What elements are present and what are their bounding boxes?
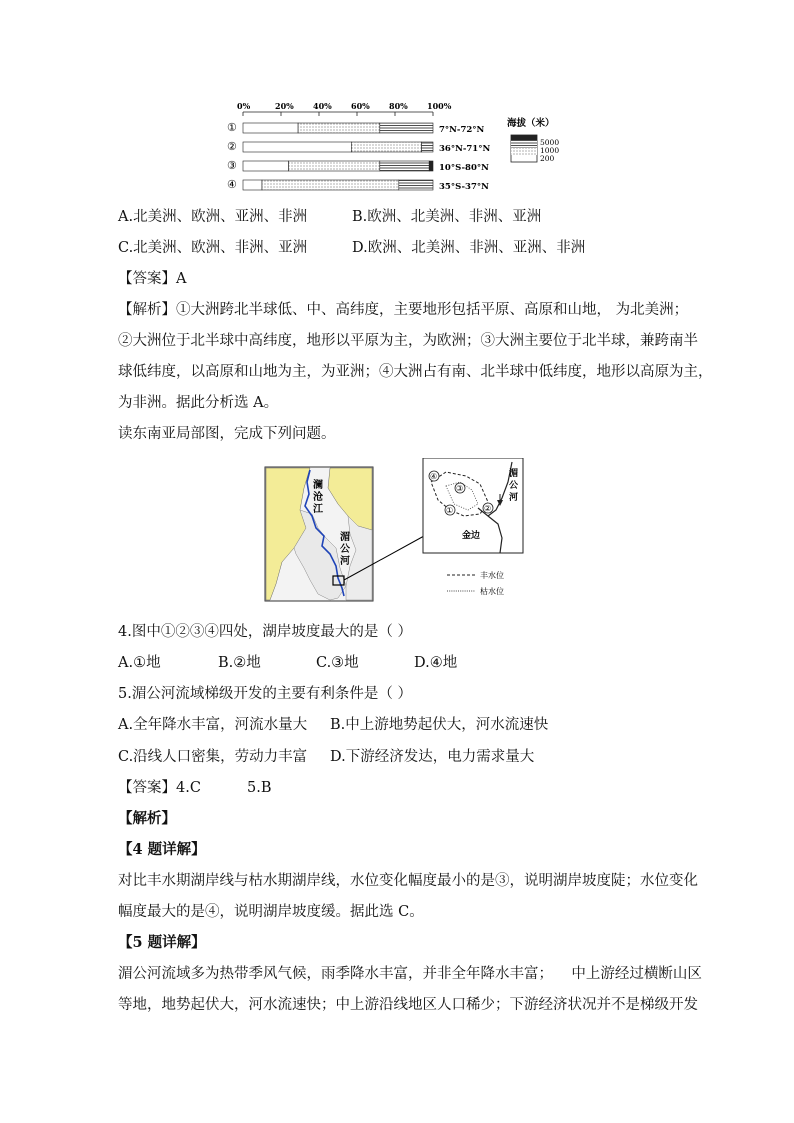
q5-question: 5.湄公河流域梯级开发的主要有利条件是（ ） bbox=[118, 686, 412, 702]
inset-point-4: ④ bbox=[430, 472, 438, 481]
analysis-2-title: 【解析】 bbox=[118, 810, 176, 827]
bar-segment bbox=[351, 142, 421, 152]
q5-detail-line-1: 湄公河流域多为热带季风气候，雨季降水丰富，并非全年降水丰富； 中上游经过横断山区 bbox=[118, 966, 702, 982]
bar-range-label: 7°N-72°N bbox=[439, 125, 485, 135]
bar-segment bbox=[262, 180, 399, 190]
bar-segment bbox=[243, 142, 351, 152]
bar-segment bbox=[289, 161, 380, 171]
q3-option-a: A.北美洲、欧洲、亚洲、非洲 bbox=[118, 209, 308, 225]
q4-option-a: A.①地 bbox=[118, 655, 161, 671]
bar-row-label: ③ bbox=[227, 159, 237, 172]
inset-river-label-2: 公 bbox=[509, 481, 519, 491]
bar-segment bbox=[243, 123, 298, 133]
q4-detail-line-1: 对比丰水期湖岸线与枯水期湖岸线，水位变化幅度最小的是③，说明湖岸坡度陡；水位变化 bbox=[118, 873, 698, 889]
bar-row-label: ② bbox=[227, 140, 237, 153]
bar-range-label: 36°N-71°N bbox=[439, 144, 491, 154]
legend-title: 海拔（米） bbox=[507, 118, 555, 129]
q5-option-c: C.沿线人口密集，劳动力丰富 bbox=[118, 749, 308, 765]
q4-question: 4.图中①②③④四处，湖岸坡度最大的是（ ） bbox=[118, 624, 412, 640]
legend-low-water: 枯水位 bbox=[480, 587, 504, 596]
bar-range-label: 35°S-37°N bbox=[439, 182, 489, 192]
bar-segment bbox=[422, 142, 433, 152]
lancang-label-1: 澜 bbox=[313, 480, 323, 491]
tick-label: 0% bbox=[237, 101, 251, 111]
q3-option-b: B.欧洲、北美洲、非洲、亚洲 bbox=[352, 209, 542, 225]
map-intro: 读东南亚局部图，完成下列问题。 bbox=[118, 426, 336, 442]
bar-segment bbox=[243, 161, 289, 171]
bar-segment bbox=[399, 180, 433, 190]
q4-option-b: B.②地 bbox=[218, 655, 261, 671]
southeast-asia-map bbox=[0, 458, 794, 618]
bar-range-label: 10°S-80°N bbox=[439, 163, 489, 173]
analysis-1-line-2: ②大洲位于北半球中高纬度，地形以平原为主，为欧洲；③大洲主要位于北半球，兼跨南半 bbox=[118, 333, 698, 349]
tick-label: 40% bbox=[313, 101, 332, 111]
bar-segment bbox=[380, 161, 429, 171]
lancang-label-3: 江 bbox=[313, 504, 323, 515]
main-map bbox=[265, 467, 373, 601]
mekong-label-1: 湄 bbox=[340, 532, 350, 543]
bar-segment bbox=[243, 180, 262, 190]
q4-detail-title: 【4 题详解】 bbox=[118, 841, 206, 858]
bar-segment bbox=[380, 123, 433, 133]
inset-point-1: ① bbox=[446, 506, 454, 515]
inset-point-2: ② bbox=[484, 504, 492, 513]
legend-level-200: 200 bbox=[540, 154, 555, 163]
elevation-bar-chart bbox=[0, 90, 794, 290]
q4-option-d: D.④地 bbox=[414, 655, 458, 671]
tick-label: 100% bbox=[427, 101, 452, 111]
bar-segment bbox=[298, 123, 380, 133]
mekong-label-3: 河 bbox=[340, 556, 350, 567]
analysis-1-line-4: 为非洲。据此分析选 A。 bbox=[118, 395, 279, 411]
q5-option-d: D.下游经济发达，电力需求量大 bbox=[330, 749, 535, 765]
legend-level-5000: 5000 bbox=[540, 138, 560, 147]
lancang-label-2: 沧 bbox=[313, 492, 323, 503]
bar-row-label: ① bbox=[227, 121, 237, 134]
inset-point-3: ③ bbox=[456, 484, 464, 493]
q3-option-c: C.北美洲、欧洲、非洲、亚洲 bbox=[118, 240, 308, 256]
tick-label: 80% bbox=[389, 101, 408, 111]
q5-option-b: B.中上游地势起伏大，河水流速快 bbox=[330, 717, 549, 733]
map-legend bbox=[447, 570, 504, 596]
tick-label: 20% bbox=[275, 101, 294, 111]
analysis-1-line-3: 球低纬度，以高原和山地为主，为亚洲；④大洲占有南、北半球中低纬度，地形以高原为主， bbox=[118, 364, 713, 380]
elevation-legend bbox=[507, 117, 559, 163]
analysis-1-line-1: 【解析】①大洲跨北半球低、中、高纬度，主要地形包括平原、高原和山地， 为北美洲； bbox=[118, 302, 689, 318]
q4-detail-line-2: 幅度最大的是④，说明湖岸坡度缓。据此选 C。 bbox=[118, 904, 424, 920]
bar-row-label: ④ bbox=[227, 178, 237, 191]
inset-map bbox=[423, 458, 523, 553]
legend-level-1000: 1000 bbox=[540, 146, 560, 155]
mekong-label-2: 公 bbox=[340, 544, 350, 555]
inset-river-label-3: 河 bbox=[509, 493, 519, 503]
answer-1: 【答案】A bbox=[118, 271, 187, 287]
q5-option-a: A.全年降水丰富，河流水量大 bbox=[118, 717, 308, 733]
q5-detail-title: 【5 题详解】 bbox=[118, 934, 206, 951]
q4-option-c: C.③地 bbox=[316, 655, 359, 671]
answer-2: 【答案】4.C 5.B bbox=[118, 780, 272, 796]
legend-high-water: 丰水位 bbox=[480, 571, 504, 580]
q3-option-d: D.欧洲、北美洲、非洲、亚洲、非洲 bbox=[352, 240, 586, 256]
bar-segment bbox=[429, 161, 433, 171]
inset-river-label-1: 湄 bbox=[509, 469, 519, 479]
inset-town-label: 金边 bbox=[462, 531, 481, 541]
tick-label: 60% bbox=[351, 101, 370, 111]
q5-detail-line-2: 等地，地势起伏大，河水流速快；中上游沿线地区人口稀少；下游经济状况并不是梯级开发 bbox=[118, 997, 698, 1013]
